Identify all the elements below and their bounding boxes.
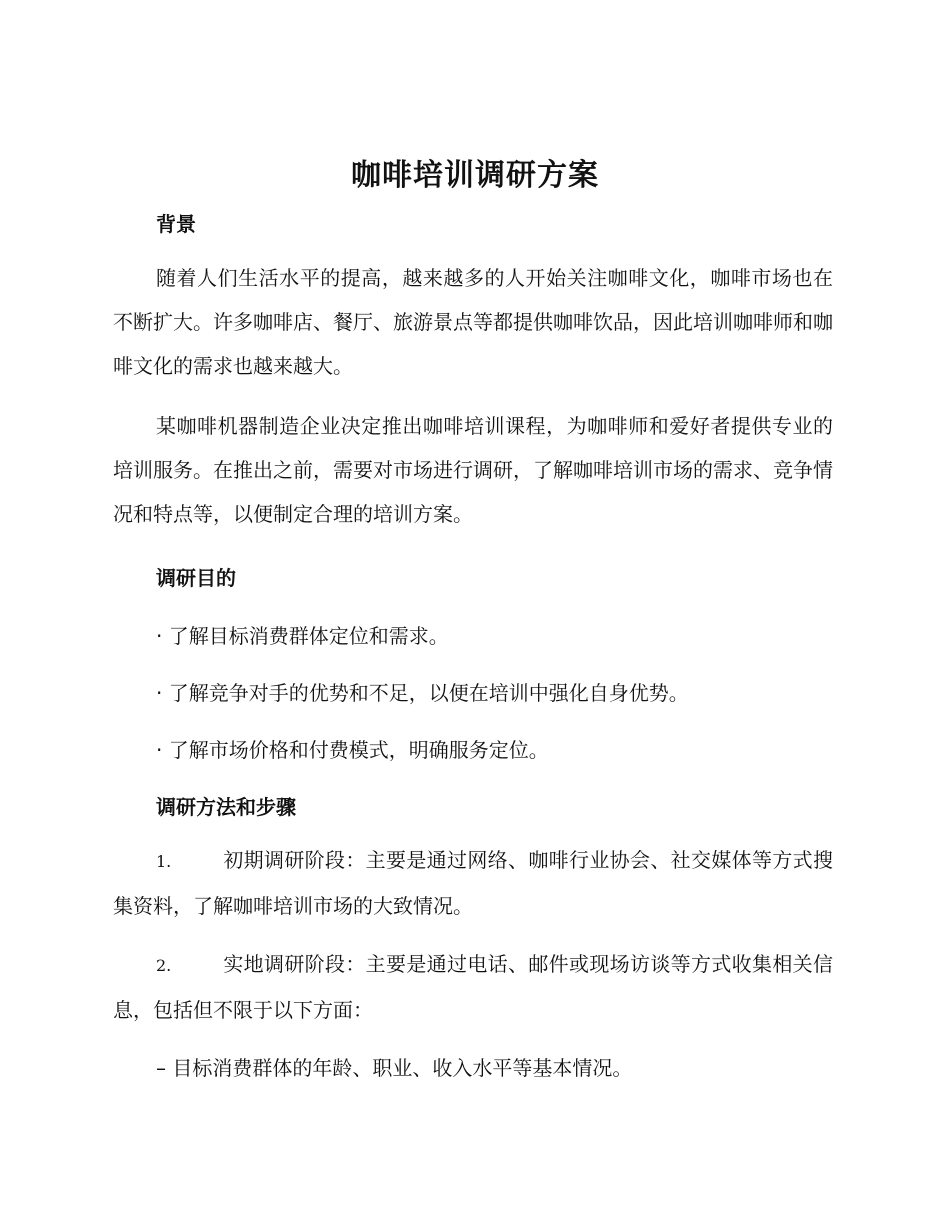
purpose-bullet-3: · 了解市场价格和付费模式，明确服务定位。 xyxy=(156,738,549,762)
background-paragraph-2: 某咖啡机器制造企业决定推出咖啡培训课程，为咖啡师和爱好者提供专业的培训服务。在推出之前，需要对市场进行调研，了解咖啡培训市场的需求、竞争情况和特点等，以便制定合理的培训方案。 xyxy=(113,414,833,526)
background-paragraph-1: 随着人们生活水平的提高，越来越多的人开始关注咖啡文化，咖啡市场也在不断扩大。许多咖啡店、餐厅、旅游景点等都提供咖啡饮品，因此培训咖啡师和咖啡文化的需求也越来越大。 xyxy=(113,266,833,378)
method-item-2 xyxy=(113,942,833,1032)
method-item-text: 初期调研阶段：主要是通过网络、咖啡行业协会、社交媒体等方式搜集资料，了解咖啡培训市场的大致情况。 xyxy=(113,848,833,918)
section-heading-background: 背景 xyxy=(156,212,196,236)
section-heading-purpose: 调研目的 xyxy=(156,566,236,590)
section-heading-method: 调研方法和步骤 xyxy=(156,795,296,819)
purpose-bullet-1: · 了解目标消费群体定位和需求。 xyxy=(156,624,449,648)
method-item-text: 实地调研阶段：主要是通过电话、邮件或现场访谈等方式收集相关信息，包括但不限于以下方面： xyxy=(113,952,833,1022)
purpose-bullet-2: · 了解竞争对手的优势和不足，以便在培训中强化自身优势。 xyxy=(156,681,689,705)
method-sub-item-1: – 目标消费群体的年龄、职业、收入水平等基本情况。 xyxy=(156,1056,633,1080)
method-item-number: 1. xyxy=(156,852,172,871)
method-item-number: 2. xyxy=(156,956,172,975)
document-title: 咖啡培训调研方案 xyxy=(351,158,599,193)
method-item-1 xyxy=(113,838,833,928)
